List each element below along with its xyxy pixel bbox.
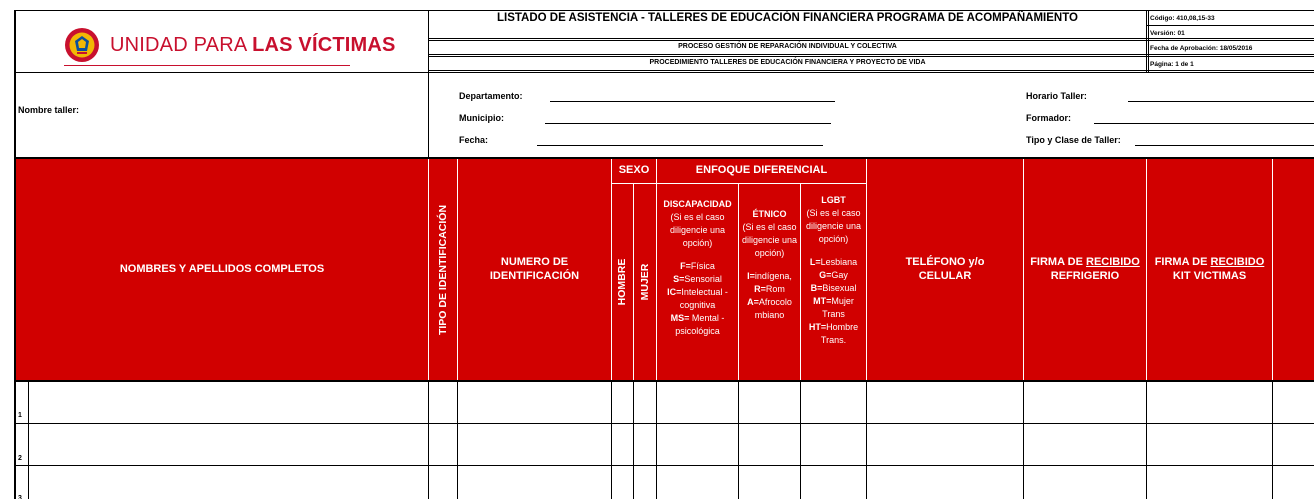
col-tipo-id-header: TIPO DE IDENTIFICACIÓN — [437, 204, 449, 336]
logo-underline — [64, 65, 350, 66]
formador-field[interactable] — [1094, 123, 1314, 124]
table-row[interactable] — [29, 424, 428, 465]
approval-date: Fecha de Aprobación: 18/05/2016 — [1150, 45, 1253, 52]
firma-refrigerio-header: FIRMA DE RECIBIDO REFRIGERIO — [1030, 255, 1140, 282]
departamento-label: Departamento: — [459, 91, 523, 101]
procedure-name: PROCEDIMIENTO TALLERES DE EDUCACIÓN FINANCIERA Y PROYECTO DE VIDA — [649, 59, 926, 66]
horario-label: Horario Taller: — [1026, 91, 1087, 101]
col-nombres-header: NOMBRES Y APELLIDOS COMPLETOS — [119, 262, 325, 275]
frame-top — [14, 10, 1314, 11]
nombre-taller-label: Nombre taller: — [18, 105, 80, 115]
fecha-label: Fecha: — [459, 135, 489, 145]
mujer-header: MUJER — [639, 263, 651, 301]
col-numero-id-header: NUMERO DE IDENTIFICACIÓN — [489, 255, 580, 282]
municipio-label: Municipio: — [459, 113, 504, 123]
etnico-header: ÉTNICO (Si es el caso diligencie una opción) I=indígena, R=Rom A=Afrocolo mbiano — [741, 209, 798, 321]
discapacidad-header: DISCAPACIDAD (Si es el caso diligencie una opción) F=Física S=Sensorial IC=Intelectual - cognitiva MS= Mental - psicológica — [663, 199, 732, 337]
lgbt-header: LGBT (Si es el caso diligencie una opción) L=Lesbiana G=Gay B=Bisexual MT=Mujer Trans HT=Hombre Trans. — [805, 195, 862, 346]
hombre-header: HOMBRE — [616, 258, 628, 306]
doc-version: Versión: 01 — [1150, 30, 1185, 37]
municipio-field[interactable] — [545, 123, 831, 124]
row-number: 1 — [18, 412, 22, 419]
logo — [64, 27, 396, 63]
tipo-clase-label: Tipo y Clase de Taller: — [1026, 135, 1121, 145]
doc-code: Código: 410,08,15-33 — [1150, 15, 1215, 22]
tipo-clase-field[interactable] — [1135, 145, 1314, 146]
telefono-header: TELÉFONO y/o CELULAR — [905, 255, 985, 282]
document-title: LISTADO DE ASISTENCIA - TALLERES DE EDUCACIÓN FINANCIERA PROGRAMA DE ACOMPAÑAMIENTO — [497, 12, 1078, 24]
enfoque-header: ENFOQUE DIFERENCIAL — [695, 164, 828, 177]
departamento-field[interactable] — [550, 101, 835, 102]
firma-kit-header: FIRMA DE RECIBIDO KIT VICTIMAS — [1154, 255, 1265, 282]
colombia-seal-icon — [64, 27, 100, 63]
row-number: 3 — [18, 495, 22, 499]
horario-field[interactable] — [1128, 101, 1314, 102]
table-row[interactable] — [29, 382, 428, 423]
formador-label: Formador: — [1026, 113, 1071, 123]
process-name: PROCESO GESTIÓN DE REPARACIÓN INDIVIDUAL Y COLECTIVA — [678, 43, 897, 50]
page-number: Página: 1 de 1 — [1150, 61, 1194, 68]
row-number: 2 — [18, 455, 22, 462]
table-row[interactable] — [29, 466, 428, 499]
logo-text: UNIDAD PARA LAS VÍCTIMAS — [110, 33, 396, 56]
fecha-field[interactable] — [537, 145, 823, 146]
logo-box-bottom — [14, 72, 428, 73]
header-divider — [428, 10, 429, 158]
sexo-header: SEXO — [618, 164, 650, 177]
